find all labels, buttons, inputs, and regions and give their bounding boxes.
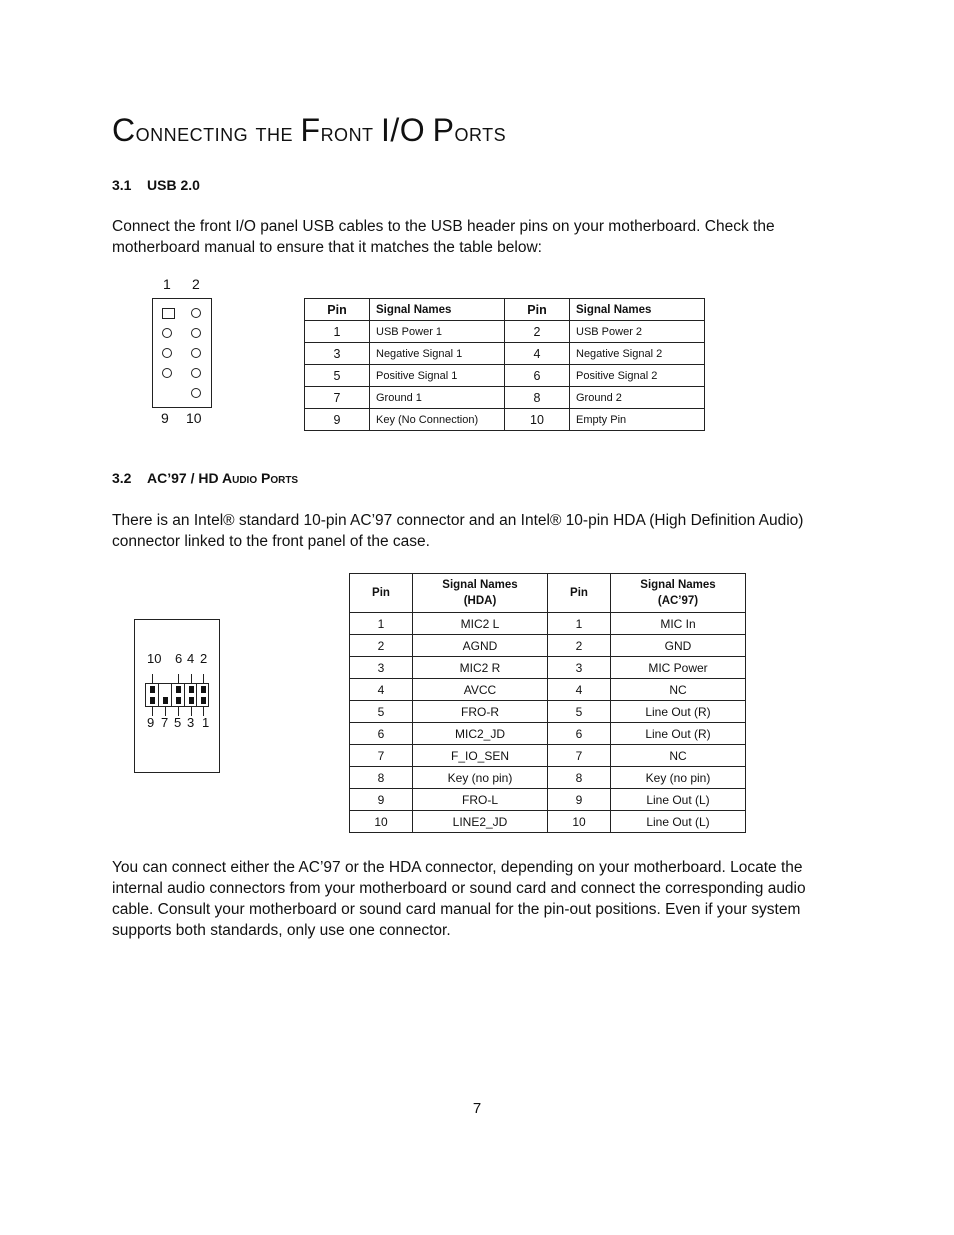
audio-pin — [150, 697, 155, 704]
audio-pin — [201, 686, 206, 693]
audio-pin-label-1: 1 — [202, 715, 210, 730]
usb-pin — [191, 368, 201, 378]
usb-pin — [191, 388, 201, 398]
table-row: 6 MIC2_JD 6 Line Out (R) — [350, 723, 746, 745]
audio-intro-paragraph: There is an Intel® standard 10-pin AC’97 connector and an Intel® 10-pin HDA (High Definition Audio) connector linked to the front panel of the case. — [112, 512, 804, 550]
audio-pin — [150, 686, 155, 693]
usb-pin-label-9: 9 — [161, 410, 169, 426]
audio-pin-label-10: 10 — [147, 651, 162, 666]
audio-pin — [189, 686, 194, 693]
usb-pin-label-10: 10 — [186, 410, 202, 426]
table-row: 2 AGND 2 GND — [350, 635, 746, 657]
table-row: 3 Negative Signal 1 4 Negative Signal 2 — [305, 343, 705, 365]
audio-pin — [163, 697, 168, 704]
table-row: 9 Key (No Connection) 10 Empty Pin — [305, 409, 705, 431]
audio-strip-divider — [184, 683, 185, 707]
audio-pin — [189, 697, 194, 704]
audio-pin-label-3: 3 — [187, 715, 195, 730]
audio-pin-lead — [152, 674, 153, 683]
section-heading-usb: 3.1 USB 2.0 — [112, 177, 200, 193]
usb-pin — [191, 348, 201, 358]
usb-pin — [191, 328, 201, 338]
audio-pin-label-6: 6 — [175, 651, 183, 666]
audio-pin — [176, 686, 181, 693]
audio-strip-divider — [196, 683, 197, 707]
table-row: 5 Positive Signal 1 6 Positive Signal 2 — [305, 365, 705, 387]
table-header-row: Pin Signal Names Pin Signal Names — [305, 299, 705, 321]
table-row: 7 F_IO_SEN 7 NC — [350, 745, 746, 767]
audio-pin-lead — [191, 674, 192, 683]
usb-header-diagram — [152, 298, 212, 408]
audio-pin-label-4: 4 — [187, 651, 195, 666]
section-heading-audio: 3.2 AC’97 / HD Audio Ports — [112, 470, 299, 486]
audio-pin-label-5: 5 — [174, 715, 182, 730]
audio-pin-lead — [178, 674, 179, 683]
audio-pin — [201, 697, 206, 704]
table-row: 4 AVCC 4 NC — [350, 679, 746, 701]
usb-pin-label-2: 2 — [192, 276, 200, 292]
audio-pin — [176, 697, 181, 704]
table-row: 1 MIC2 L 1 MIC In — [350, 613, 746, 635]
audio-pin-label-9: 9 — [147, 715, 155, 730]
audio-pin-label-2: 2 — [200, 651, 208, 666]
usb-pin-label-1: 1 — [163, 276, 171, 292]
usb-intro-paragraph: Connect the front I/O panel USB cables to the USB header pins on your motherboard. Check the motherboard manual to ensure that it matches the table below: — [112, 218, 775, 256]
audio-strip-divider — [171, 683, 172, 707]
table-row: 7 Ground 1 8 Ground 2 — [305, 387, 705, 409]
table-row: 3 MIC2 R 3 MIC Power — [350, 657, 746, 679]
usb-pin — [162, 328, 172, 338]
usb-pin-square — [162, 308, 175, 319]
table-row: 1 USB Power 1 2 USB Power 2 — [305, 321, 705, 343]
usb-pin-table — [304, 298, 705, 431]
usb-pin — [191, 308, 201, 318]
table-row: 5 FRO-R 5 Line Out (R) — [350, 701, 746, 723]
page-number: 7 — [472, 1100, 482, 1117]
audio-strip-divider — [158, 683, 159, 707]
usb-pin — [162, 368, 172, 378]
audio-closing-paragraph: You can connect either the AC’97 or the HDA connector, depending on your motherboard. Locate the internal audio connectors from your motherboard or sound card and connect the corresponding audio cable. Consult your motherboard or sound card manual for the pin-out positions. Even if your system supports both standards, only use one connector. — [112, 859, 806, 939]
table-row: 8 Key (no pin) 8 Key (no pin) — [350, 767, 746, 789]
usb-pin — [162, 348, 172, 358]
table-row: 10 LINE2_JD 10 Line Out (L) — [350, 811, 746, 833]
audio-pin-lead — [203, 674, 204, 683]
table-row: 9 FRO-L 9 Line Out (L) — [350, 789, 746, 811]
audio-pin-table — [349, 573, 746, 833]
audio-pin-label-7: 7 — [161, 715, 169, 730]
page-title: Connecting the Front I/O Ports — [112, 112, 507, 148]
table-header-row: Pin Signal Names (HDA) Pin Signal Names (AC’97) — [350, 574, 746, 613]
